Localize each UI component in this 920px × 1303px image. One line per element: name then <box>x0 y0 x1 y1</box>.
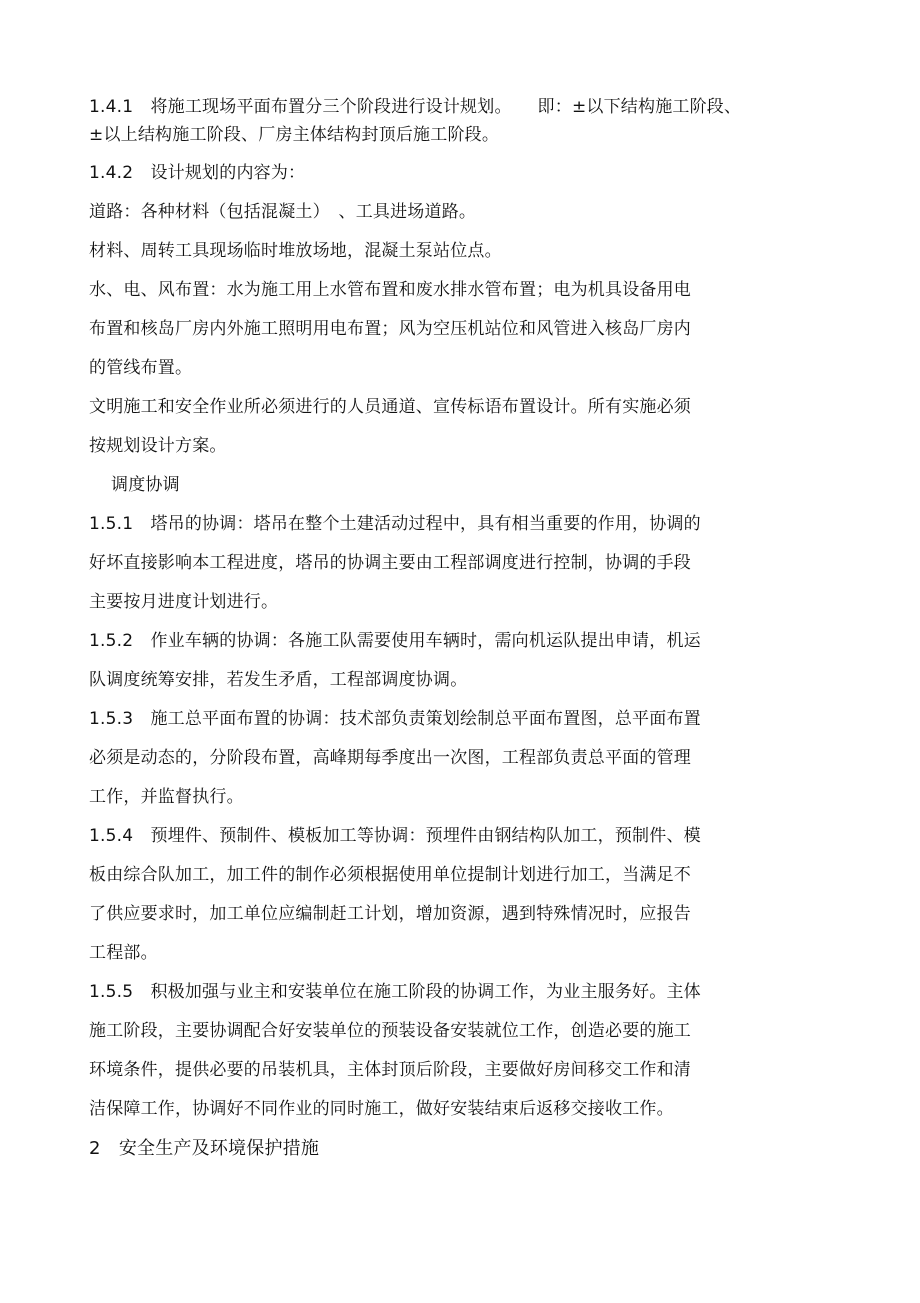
text-line: 水、电、风布置：水为施工用上水管布置和废水排水管布置；电为机具设备用电 <box>89 280 691 300</box>
text-line: 洁保障工作，协调好不同作业的同时施工，做好安装结束后返移交接收工作。 <box>89 1099 674 1119</box>
text-line: 道路：各种材料（包括混凝土） 、工具进场道路。 <box>89 202 477 222</box>
section-heading: 调度协调 <box>111 475 180 495</box>
text-line: 1.4.1 将施工现场平面布置分三个阶段进行设计规划。 即：±以下结构施工阶段、 <box>89 97 742 117</box>
text-line: 1.5.2 作业车辆的协调：各施工队需要使用车辆时，需向机运队提出申请，机运 <box>89 631 701 651</box>
text-line: 1.5.1 塔吊的协调：塔吊在整个土建活动过程中，具有相当重要的作用，协调的 <box>89 514 701 534</box>
text-line: 1.5.3 施工总平面布置的协调：技术部负责策划绘制总平面布置图，总平面布置 <box>89 709 701 729</box>
text-line: 文明施工和安全作业所必须进行的人员通道、宣传标语布置设计。所有实施必须 <box>89 397 691 417</box>
text-line: 环境条件，提供必要的吊装机具，主体封顶后阶段，主要做好房间移交工作和清 <box>89 1060 691 1080</box>
text-line: 1.5.4 预埋件、预制件、模板加工等协调：预埋件由钢结构队加工，预制件、模 <box>89 826 701 846</box>
text-line: 按规划设计方案。 <box>89 436 227 456</box>
section-heading: 1.4.2 设计规划的内容为： <box>89 163 306 183</box>
chapter-heading: 2 安全生产及环境保护措施 <box>89 1138 320 1159</box>
text-line: 好坏直接影响本工程进度，塔吊的协调主要由工程部调度进行控制，协调的手段 <box>89 553 691 573</box>
text-line: 必须是动态的，分阶段布置，高峰期每季度出一次图，工程部负责总平面的管理 <box>89 748 691 768</box>
text-line: 布置和核岛厂房内外施工照明用电布置；风为空压机站位和风管进入核岛厂房内 <box>89 319 691 339</box>
text-line: 主要按月进度计划进行。 <box>89 592 279 612</box>
text-line: 工程部。 <box>89 943 158 963</box>
text-line: ±以上结构施工阶段、厂房主体结构封顶后施工阶段。 <box>89 125 500 145</box>
text-line: 的管线布置。 <box>89 358 193 378</box>
text-line: 队调度统筹安排，若发生矛盾，工程部调度协调。 <box>89 670 468 690</box>
text-line: 1.5.5 积极加强与业主和安装单位在施工阶段的协调工作，为业主服务好。主体 <box>89 982 701 1002</box>
text-line: 材料、周转工具现场临时堆放场地，混凝土泵站位点。 <box>89 241 502 261</box>
text-line: 板由综合队加工，加工件的制作必须根据使用单位提制计划进行加工，当满足不 <box>89 865 691 885</box>
text-line: 了供应要求时，加工单位应编制赶工计划，增加资源，遇到特殊情况时，应报告 <box>89 904 691 924</box>
text-line: 施工阶段，主要协调配合好安装单位的预装设备安装就位工作，创造必要的施工 <box>89 1021 691 1041</box>
text-line: 工作，并监督执行。 <box>89 787 244 807</box>
